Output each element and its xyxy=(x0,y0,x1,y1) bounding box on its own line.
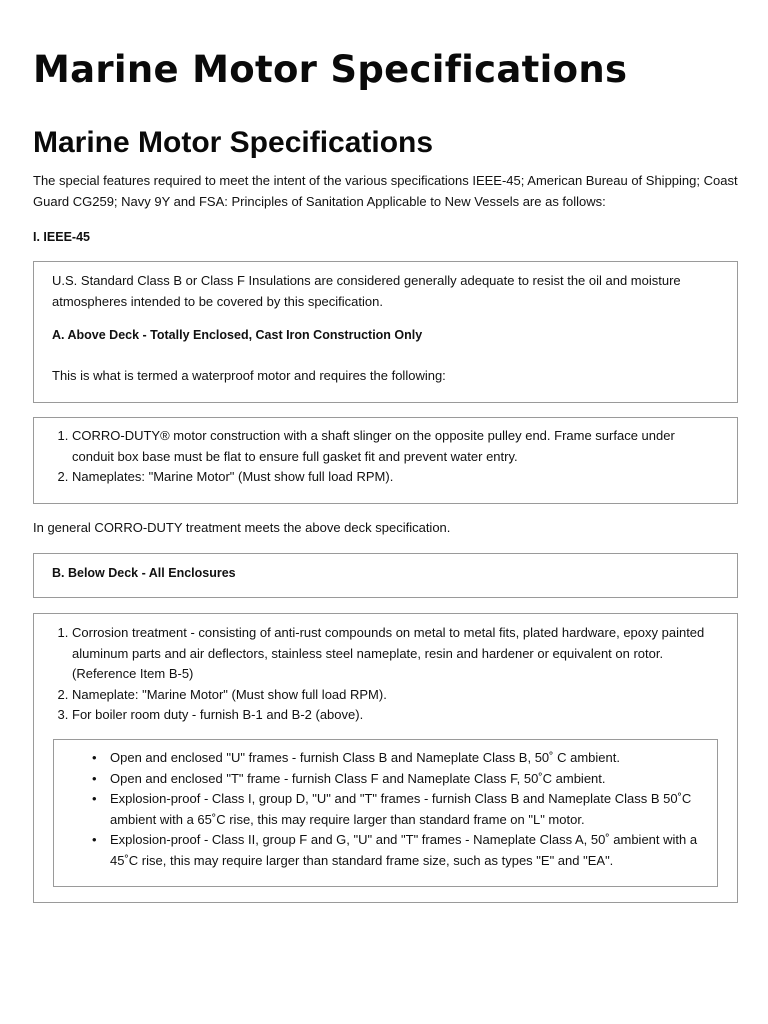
bullet-text: Explosion-proof - Class I, group D, "U" and "T" frames - furnish Class B and Nameplate Class B 50˚C ambient with a 65˚C rise, this may require larger than standard frame on "L" motor. xyxy=(110,791,692,827)
above-deck-list-box xyxy=(33,417,738,504)
list-item xyxy=(68,748,703,769)
bullet-text: Explosion-proof - Class II, group F and G, "U" and "T" frames - Nameplate Class A, 50˚ ambient with a 45˚C rise, this may require larger than standard frame size, such as types "E" and "EA". xyxy=(110,832,698,868)
below-deck-subheading: B. Below Deck - All Enclosures xyxy=(52,566,236,580)
below-deck-list-box xyxy=(33,613,738,903)
bullet-icon: • xyxy=(92,770,97,786)
page-title: Marine Motor Specifications xyxy=(33,48,628,91)
list-item xyxy=(68,830,703,871)
bullet-icon: • xyxy=(92,791,97,806)
below-deck-heading-box xyxy=(33,553,738,598)
bullet-text: Open and enclosed "T" frame - furnish Class F and Nameplate Class F, 50˚C ambient. xyxy=(110,770,606,786)
boiler-room-bullets xyxy=(68,748,703,871)
list-item: 1. Corrosion treatment - consisting of anti-rust compounds on metal to metal fits, plated hardware, epoxy painted aluminum parts and air deflectors, stainless steel nameplate, resin and hardener or equivalent on rotor. (Reference Item B-5) xyxy=(72,623,719,685)
boiler-room-box xyxy=(53,739,718,887)
insulation-box xyxy=(33,261,738,403)
above-deck-subheading: A. Above Deck - Totally Enclosed, Cast Iron Construction Only xyxy=(52,328,423,342)
general-note: In general CORRO-DUTY treatment meets the above deck specification. xyxy=(33,520,451,535)
list-item: 2. Nameplate: "Marine Motor" (Must show full load RPM). xyxy=(72,685,719,706)
bullet-icon: • xyxy=(92,832,97,847)
below-deck-list xyxy=(52,623,719,726)
list-item xyxy=(68,789,703,830)
waterproof-text: This is what is termed a waterproof motor and requires the following: xyxy=(52,367,446,383)
section-label-ieee45: I. IEEE-45 xyxy=(33,230,90,244)
insulation-text: U.S. Standard Class B or Class F Insulations are considered generally adequate to resist the oil and moisture atmospheres intended to be covered by this specification. xyxy=(52,273,681,309)
bullet-icon: • xyxy=(92,750,97,765)
list-item: 1. CORRO-DUTY® motor construction with a shaft slinger on the opposite pulley end. Frame surface under conduit box base must be flat to ensure full gasket fit and prevent water entry. xyxy=(72,426,719,467)
above-deck-list xyxy=(52,426,719,488)
list-item: 2. Nameplates: "Marine Motor" (Must show full load RPM). xyxy=(72,467,719,488)
intro-paragraph: The special features required to meet the intent of the various specifications IEEE-45; American Bureau of Shipping; Coast Guard CG259; Navy 9Y and FSA: Principles of Sanitation Applicable to New Vessels are as follows: xyxy=(33,173,738,209)
list-item xyxy=(68,769,703,790)
bullet-text: Open and enclosed "U" frames - furnish Class B and Nameplate Class B, 50˚ C ambient. xyxy=(110,750,620,765)
list-item: 3. For boiler room duty - furnish B-1 and B-2 (above). xyxy=(72,705,719,726)
document-heading: Marine Motor Specifications xyxy=(33,126,434,159)
